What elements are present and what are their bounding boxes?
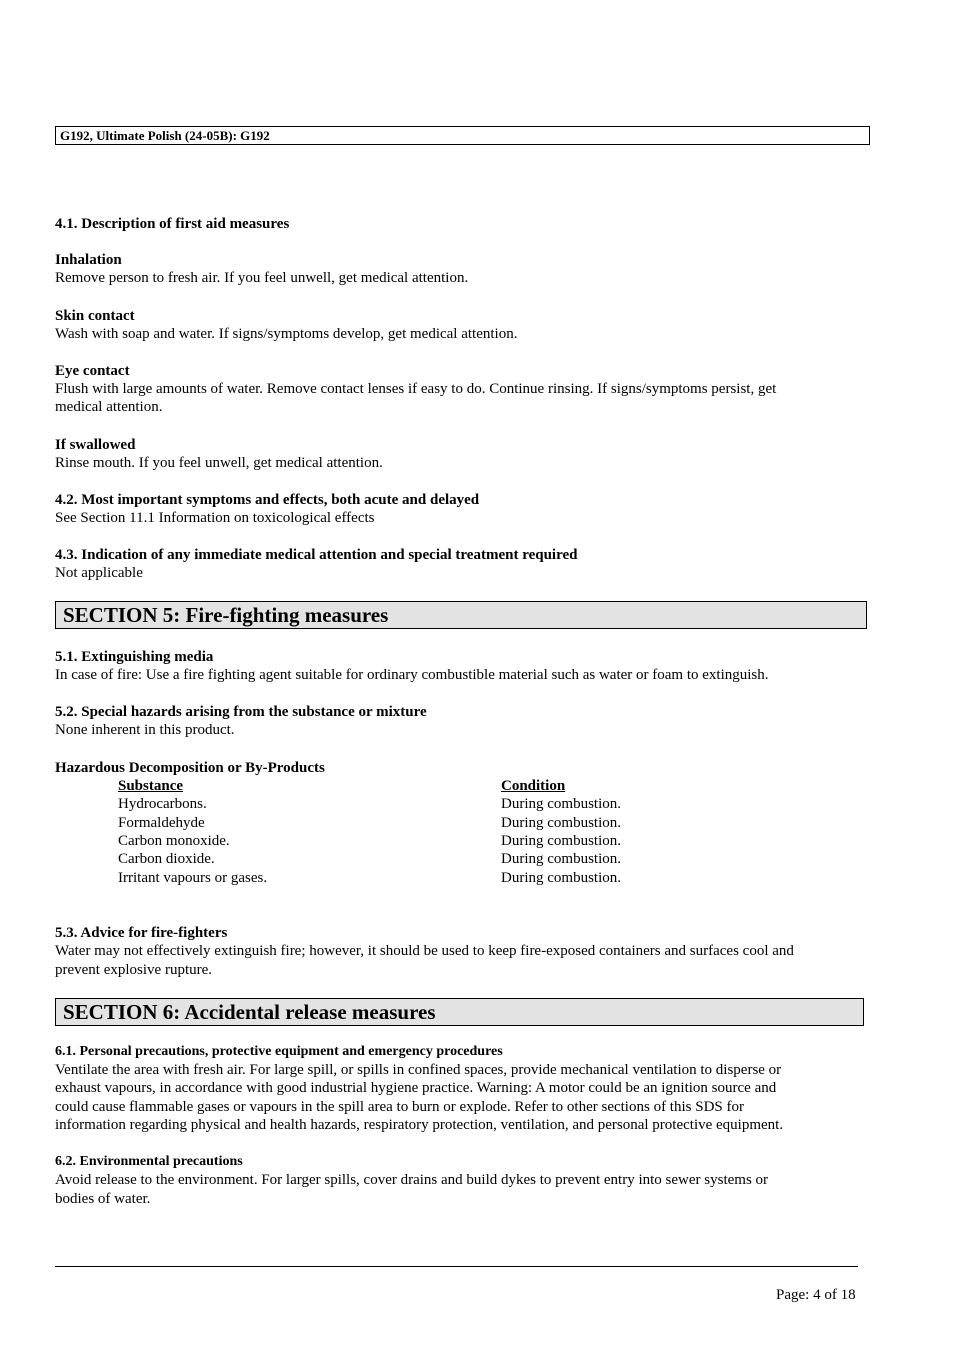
personal-precautions-line: information regarding physical and health hazards, respiratory protection, ventilation, and personal protective equipment. — [55, 1117, 784, 1133]
symptoms-heading: 4.2. Most important symptoms and effects, both acute and delayed — [55, 492, 480, 508]
condition-column-header: Condition — [501, 778, 566, 794]
special-hazards-text: None inherent in this product. — [55, 722, 235, 738]
footer-divider — [55, 1266, 858, 1267]
environmental-precautions-heading: 6.2. Environmental precautions — [55, 1154, 243, 1169]
inhalation-heading: Inhalation — [55, 252, 122, 268]
eye-contact-text-line2: medical attention. — [55, 399, 163, 415]
firefighters-advice-text-line2: prevent explosive rupture. — [55, 962, 213, 978]
extinguishing-media-text: In case of fire: Use a fire fighting agent suitable for ordinary combustible material such as water or foam to extinguish. — [55, 667, 769, 683]
eye-contact-text-line1: Flush with large amounts of water. Remove contact lenses if easy to do. Continue rinsing. If signs/symptoms persist, get — [55, 381, 777, 397]
eye-contact-heading: Eye contact — [55, 363, 130, 379]
medical-attention-heading: 4.3. Indication of any immediate medical attention and special treatment required — [55, 547, 578, 563]
condition-cell: During combustion. — [501, 851, 621, 867]
skin-contact-heading: Skin contact — [55, 308, 135, 324]
firefighters-advice-heading: 5.3. Advice for fire-fighters — [55, 925, 228, 941]
environmental-precautions-line: bodies of water. — [55, 1191, 151, 1207]
skin-contact-text: Wash with soap and water. If signs/symptoms develop, get medical attention. — [55, 326, 518, 342]
section-6-title: SECTION 6: Accidental release measures — [55, 998, 864, 1026]
if-swallowed-heading: If swallowed — [55, 437, 136, 453]
personal-precautions-line: could cause flammable gases or vapours in the spill area to burn or explode. Refer to other sections of this SDS for — [55, 1099, 744, 1115]
inhalation-text: Remove person to fresh air. If you feel unwell, get medical attention. — [55, 270, 469, 286]
condition-cell: During combustion. — [501, 833, 621, 849]
personal-precautions-line: Ventilate the area with fresh air. For large spill, or spills in confined spaces, provide mechanical ventilation to disperse or — [55, 1062, 782, 1078]
symptoms-text: See Section 11.1 Information on toxicological effects — [55, 510, 375, 526]
substance-cell: Carbon dioxide. — [118, 851, 215, 867]
decomposition-heading: Hazardous Decomposition or By-Products — [55, 760, 325, 776]
special-hazards-heading: 5.2. Special hazards arising from the substance or mixture — [55, 704, 427, 720]
if-swallowed-text: Rinse mouth. If you feel unwell, get medical attention. — [55, 455, 383, 471]
personal-precautions-heading: 6.1. Personal precautions, protective equipment and emergency procedures — [55, 1044, 503, 1059]
condition-cell: During combustion. — [501, 796, 621, 812]
medical-attention-text: Not applicable — [55, 565, 143, 581]
condition-cell: During combustion. — [501, 815, 621, 831]
substance-cell: Irritant vapours or gases. — [118, 870, 268, 886]
environmental-precautions-line: Avoid release to the environment. For larger spills, cover drains and build dykes to prevent entry into sewer systems or — [55, 1172, 769, 1188]
firefighters-advice-text-line1: Water may not effectively extinguish fire; however, it should be used to keep fire-exposed containers and surfaces cool and — [55, 943, 794, 959]
product-header: G192, Ultimate Polish (24-05B): G192 — [55, 126, 870, 145]
substance-cell: Carbon monoxide. — [118, 833, 230, 849]
section-5-title: SECTION 5: Fire-fighting measures — [55, 601, 867, 629]
extinguishing-media-heading: 5.1. Extinguishing media — [55, 649, 214, 665]
personal-precautions-line: exhaust vapours, in accordance with good industrial hygiene practice. Warning: A motor could be an ignition source and — [55, 1080, 777, 1096]
substance-cell: Hydrocarbons. — [118, 796, 207, 812]
condition-cell: During combustion. — [501, 870, 621, 886]
page-number: Page: 4 of 18 — [776, 1287, 856, 1303]
substance-cell: Formaldehyde — [118, 815, 205, 831]
substance-column-header: Substance — [118, 778, 184, 794]
first-aid-heading: 4.1. Description of first aid measures — [55, 216, 290, 232]
